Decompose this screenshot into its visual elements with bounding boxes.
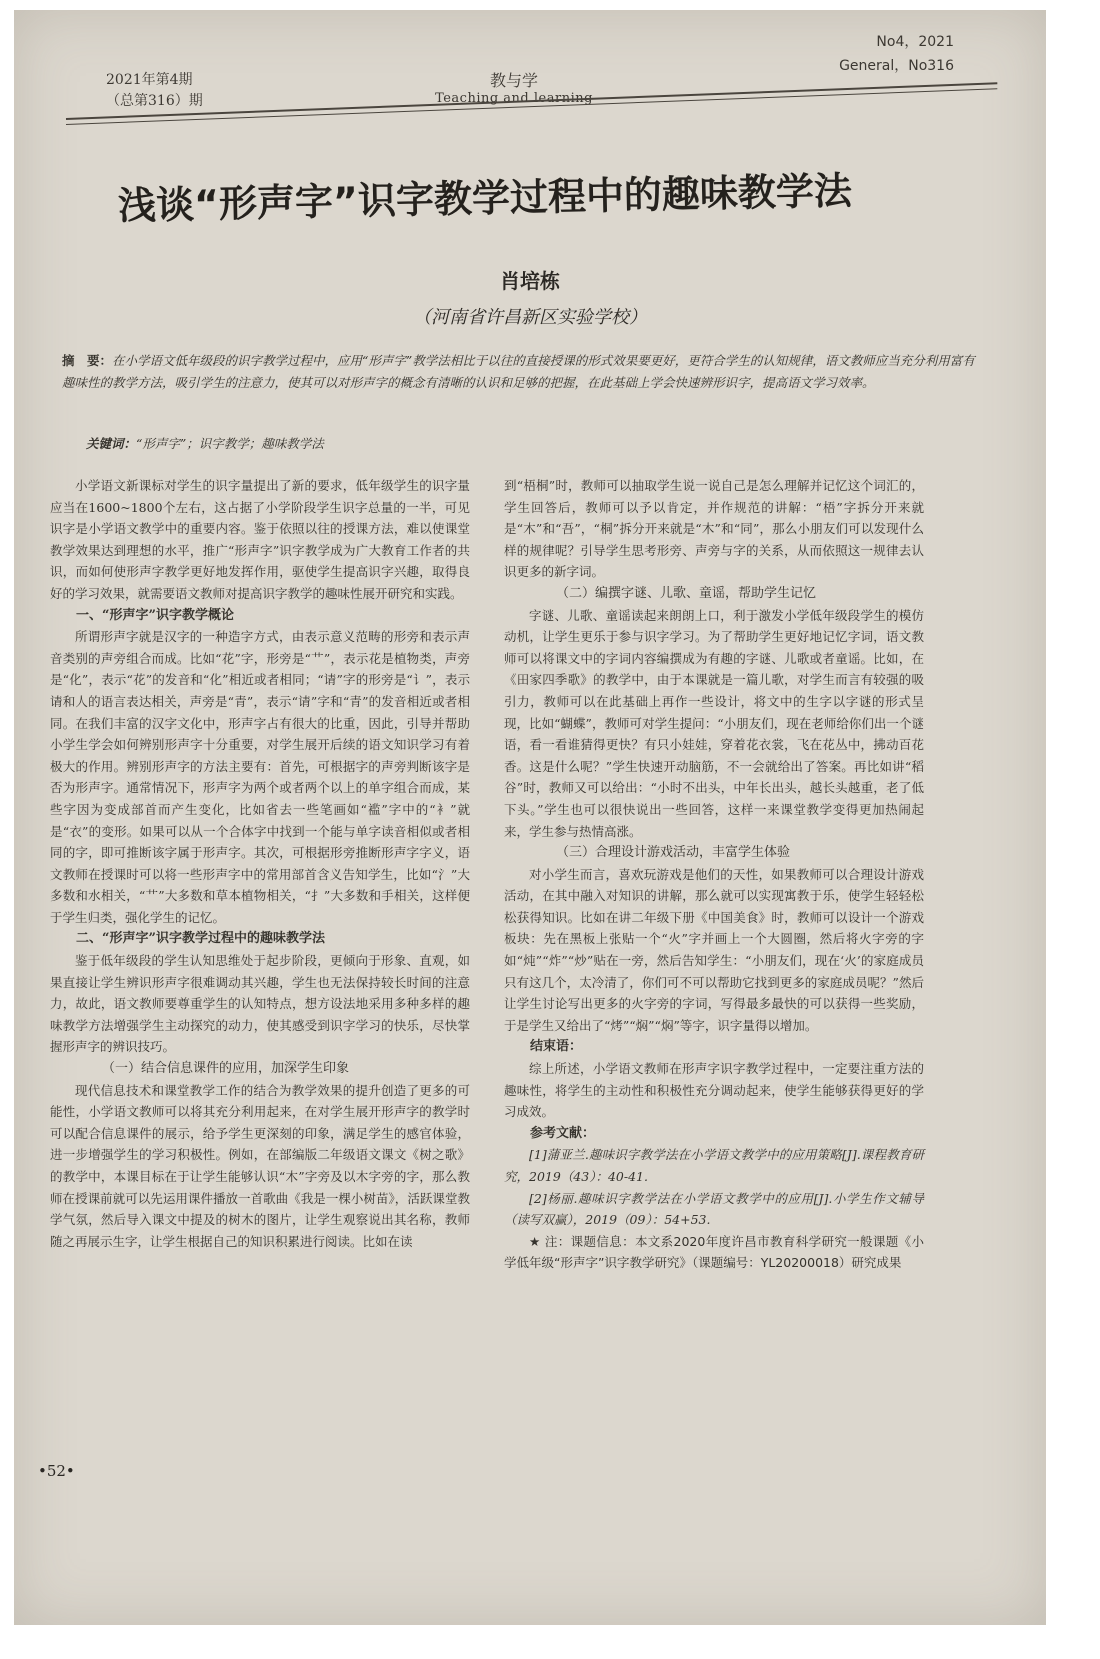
abstract [62,350,982,394]
project-note: ★ 注：课题信息：本文系2020年度许昌市教育科学研究一般课题《小学低年级“形声字”识字教学研究》（课题编号：YL20200018）研究成果 [504,1233,924,1271]
keywords-label: 关键词： [86,436,137,451]
subsection-heading: （一）结合信息课件的应用，加深学生印象 [102,1061,350,1077]
body-paragraph: 综上所述，小学语文教师在形声字识字教学过程中，一定要注重方法的趣味性，将学生的主动性和积极性充分调动起来，使学生能够获得更好的学习成效。 [504,1061,924,1120]
body-paragraph: 现代信息技术和课堂教学工作的结合为教学效果的提升创造了更多的可能性，小学语文教师可以将其充分利用起来，在对学生展开形声字的教学时可以配合信息课件的展示，给予学生更深刻的印象，满足学生的感官体验，进一步增强学生的学习积极性。例如，在部编版二年级语文课文《树之歌》的教学中，本课目标在于让学生能够认识“木”字旁及以木字旁的字，那么教师在授课前就可以先运用课件播放一首歌曲《我是一棵小树苗》，活跃课堂教学气氛，然后导入课文中提及的树木的图片，让学生观察说出其名称，教师随之再展示生字，让学生根据自己的知识积累进行阅读。比如在读 [50,1082,470,1249]
section-heading: 二、“形声字”识字教学过程中的趣味教学法 [76,931,325,947]
body-paragraph: 所谓形声字就是汉字的一种造字方式，由表示意义范畴的形旁和表示声音类别的声旁组合而成。比如“花”字，形旁是“艹”，表示花是植物类，声旁是“化”，表示“花”的发音和“化”相近或者相同；“请”字的形旁是“讠”，表示请和人的语言表达相关，声旁是“青”，表示“请”字和“青”的发音相近或者相同。在我们丰富的汉字文化中，形声字占有很大的比重，因此，引导并帮助小学生学会如何辨别形声字十分重要，对学生展开后续的语文知识学习有着极大的作用。辨别形声字的方法主要有：首先，可根据字的声旁判断该字是否为形声字。通常情况下，形声字为两个或者两个以上的单字组合而成，某些字因为变成部首而产生变化，比如省去一些笔画如“褴”字中的“衤”就是“衣”的变形。如果可以从一个合体字中找到一个能与单字读音相似或者相同的字，即可推断该字属于形声字。其次，可根据形旁推断形声字字义，语文教师在授课时可以将一些形声字中的常用部首含义告知学生，比如“氵”大多数和水相关，“艹”大多数和草本植物相关，“扌”大多数和手相关，这样便于学生归类，强化学生的记忆。 [50,629,470,925]
issue-number: No4，2021 [876,34,954,50]
journal-page [14,10,1046,1625]
body-paragraph: 到“梧桐”时，教师可以抽取学生说一说自己是怎么理解并记忆这个词汇的，学生回答后，教师可以予以肯定，并作规范的讲解：“梧”字拆分开来就是“木”和“吾”，“桐”拆分开来就是“木”和“同”，那么小朋友们可以发现什么样的规律呢？引导学生思考形旁、声旁与字的关系，从而依照这一规律去认识更多的新字词。 [504,478,924,580]
section-heading: 结束语： [530,1039,583,1055]
body-left-column [50,475,470,1252]
header-issue-en [839,30,954,78]
reference-item: [2]杨丽.趣味识字教学法在小学语文教学中的应用[J].小学生作文辅导（读写双赢），2019（09）：54+53. [504,1190,924,1228]
body-paragraph: 鉴于低年级段的学生认知思维处于起步阶段，更倾向于形象、直观，如果直接让学生辨识形声字很难调动其兴趣，学生也无法保持较长时间的注意力，故此，语文教师要尊重学生的认知特点，想方设法地采用多种多样的趣味教学方法增强学生主动探究的动力，使其感受到识字学习的快乐，尽快掌握形声字的辨识技巧。 [50,953,470,1055]
body-paragraph: 对小学生而言，喜欢玩游戏是他们的天性，如果教师可以合理设计游戏活动，在其中融入对知识的讲解，那么就可以实现寓教于乐，使学生轻轻松松获得知识。比如在讲二年级下册《中国美食》时，教师可以设计一个游戏板块：先在黑板上张贴一个“火”字并画上一个大圆圈，然后将火字旁的字如“炖”“炸”“炒”贴在一旁，然后告知学生：“小朋友们，现在‘火’的家庭成员只有这几个，太冷清了，你们可不可以帮助它找到更多的家庭成员呢？”然后让学生讨论写出更多的火字旁的字词，写得最多最快的可以获得一些奖励，于是学生又给出了“烤”“焖”“焖”等字，识字量得以增加。 [504,866,924,1033]
body-paragraph: 小学语文新课标对学生的识字量提出了新的要求，低年级学生的识字量应当在1600~1800个左右，这占据了小学阶段学生识字总量的一半，可见识字是小学语文教学中的重要内容。鉴于依照以往的授课方法，难以使课堂教学效果达到理想的水平，推广“形声字”识字教学成为广大教育工作者的共识，而如何使形声字教学更好地发挥作用，驱使学生提高识字兴趣，取得良好的学习效果，就需要语文教师对提高识字教学的趣味性展开研究和实践。 [50,478,470,601]
abstract-label: 摘 要： [62,353,113,368]
page-number: •52• [38,1462,75,1480]
subsection-heading: （三）合理设计游戏活动，丰富学生体验 [556,845,791,861]
header-issue-info [106,70,203,112]
body-paragraph: 字谜、儿歌、童谣读起来朗朗上口，利于激发小学低年级段学生的模仿动机，让学生更乐于参与识字学习。为了帮助学生更好地记忆字词，语文教师可以将课文中的字词内容编撰成为有趣的字谜、儿歌或者童谣。比如，在《田家四季歌》的教学中，由于本课就是一篇儿歌，对学生而言有较强的吸引力，教师可以在此基础上再作一些设计，将文中的生字以字谜的形式呈现，比如“蝴蝶”，教师可对学生提问：“小朋友们，现在老师给你们出一个谜语，看一看谁猜得更快？有只小娃娃，穿着花衣裳，飞在花丛中，拂动百花香。这是什么呢？”学生快速开动脑筋，不一会就给出了答案。再比如讲“稻谷”时，教师又可以给出：“小时不出头，中年长出头，越长头越重，老了低下头。”学生也可以很快说出一些回答，这样一来课堂教学变得更加热闹起来，学生参与热情高涨。 [504,607,924,839]
article-title: 浅谈“形声字”识字教学过程中的趣味教学法 [117,168,853,228]
section-heading: 参考文献： [530,1125,596,1141]
article-affiliation: （河南省许昌新区实验学校） [413,307,647,328]
keywords [86,434,324,452]
body-right-column [504,475,924,1274]
journal-name-cn: 教与学 [489,71,538,90]
journal-name-en: Teaching and learning [435,91,593,106]
general-number: General，No316 [839,58,954,74]
year-issue: 2021年第4期 [106,72,193,88]
article-author: 肖培栋 [500,269,560,293]
abstract-text: 在小学语文低年级段的识字教学过程中，应用“形声字”教学法相比于以往的直接授课的形式效果要更好，更符合学生的认知规律，语文教师应当充分利用富有趣味性的教学方法，吸引学生的注意力，使其可以对形声字的概念有清晰的认识和足够的把握，在此基础上学会快速辨形识字，提高语文学习效率。 [62,353,975,390]
reference-item: [1]蒲亚兰.趣味识字教学法在小学语文教学中的应用策略[J].课程教育研究，2019（43）：40-41. [504,1147,924,1184]
total-issue: （总第316）期 [106,93,203,109]
subsection-heading: （二）编撰字谜、儿歌、童谣，帮助学生记忆 [556,585,817,601]
section-heading: 一、“形声字”识字教学概论 [76,607,234,623]
keywords-text: “形声字”；识字教学；趣味教学法 [136,436,324,451]
